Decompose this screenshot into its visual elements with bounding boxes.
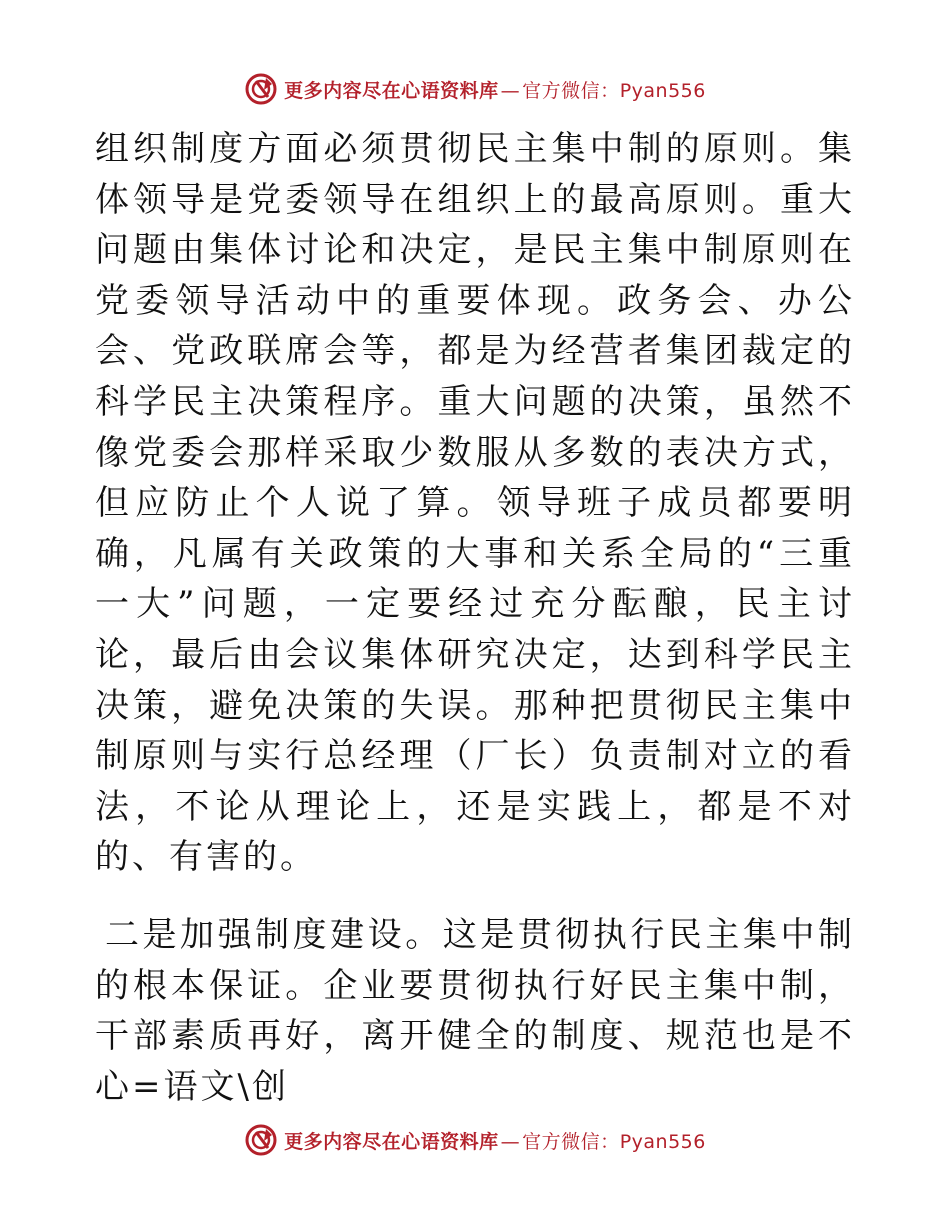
watermark-separator: — xyxy=(500,79,521,102)
header-watermark xyxy=(0,72,950,106)
watermark-wechat-id: Pyan556 xyxy=(619,1130,706,1153)
logo-icon xyxy=(244,1123,278,1157)
document-body xyxy=(95,124,855,1112)
watermark-separator: — xyxy=(500,1130,521,1153)
watermark-text xyxy=(284,1127,706,1154)
footer-watermark xyxy=(0,1123,950,1157)
paragraph: 组织制度方面必须贯彻民主集中制的原则。集体领导是党委领导在组织上的最高原则。重大问题由集体讨论和决定，是民主集中制原则在党委领导活动中的重要体现。政务会、办公会、党政联席会等，都是为经营者集团裁定的科学民主决策程序。重大问题的决策，虽然不像党委会那样采取少数服从多数的表决方式，但应防止个人说了算。领导班子成员都要明确，凡属有关政策的大事和关系全局的“三重一大”问题，一定要经过充分酝酿，民主讨论，最后由会议集体研究决定，达到科学民主决策，避免决策的失误。那种把贯彻民主集中制原则与实行总经理（厂长）负责制对立的看法，不论从理论上，还是实践上，都是不对的、有害的。 xyxy=(95,129,855,878)
watermark-wechat-label: 官方微信： xyxy=(522,79,620,102)
watermark-text xyxy=(284,76,706,103)
watermark-wechat-label: 官方微信： xyxy=(522,1130,620,1153)
paragraph: 二是加强制度建设。这是贯彻执行民主集中制的根本保证。企业要贯彻执行好民主集中制，干部素质再好，离开健全的制度、规范也是不心=语文\创 xyxy=(95,914,855,1107)
watermark-main-text: 更多内容尽在心语资料库 xyxy=(284,1130,499,1153)
watermark-main-text: 更多内容尽在心语资料库 xyxy=(284,79,499,102)
logo-icon xyxy=(244,72,278,106)
watermark-wechat-id: Pyan556 xyxy=(619,79,706,102)
